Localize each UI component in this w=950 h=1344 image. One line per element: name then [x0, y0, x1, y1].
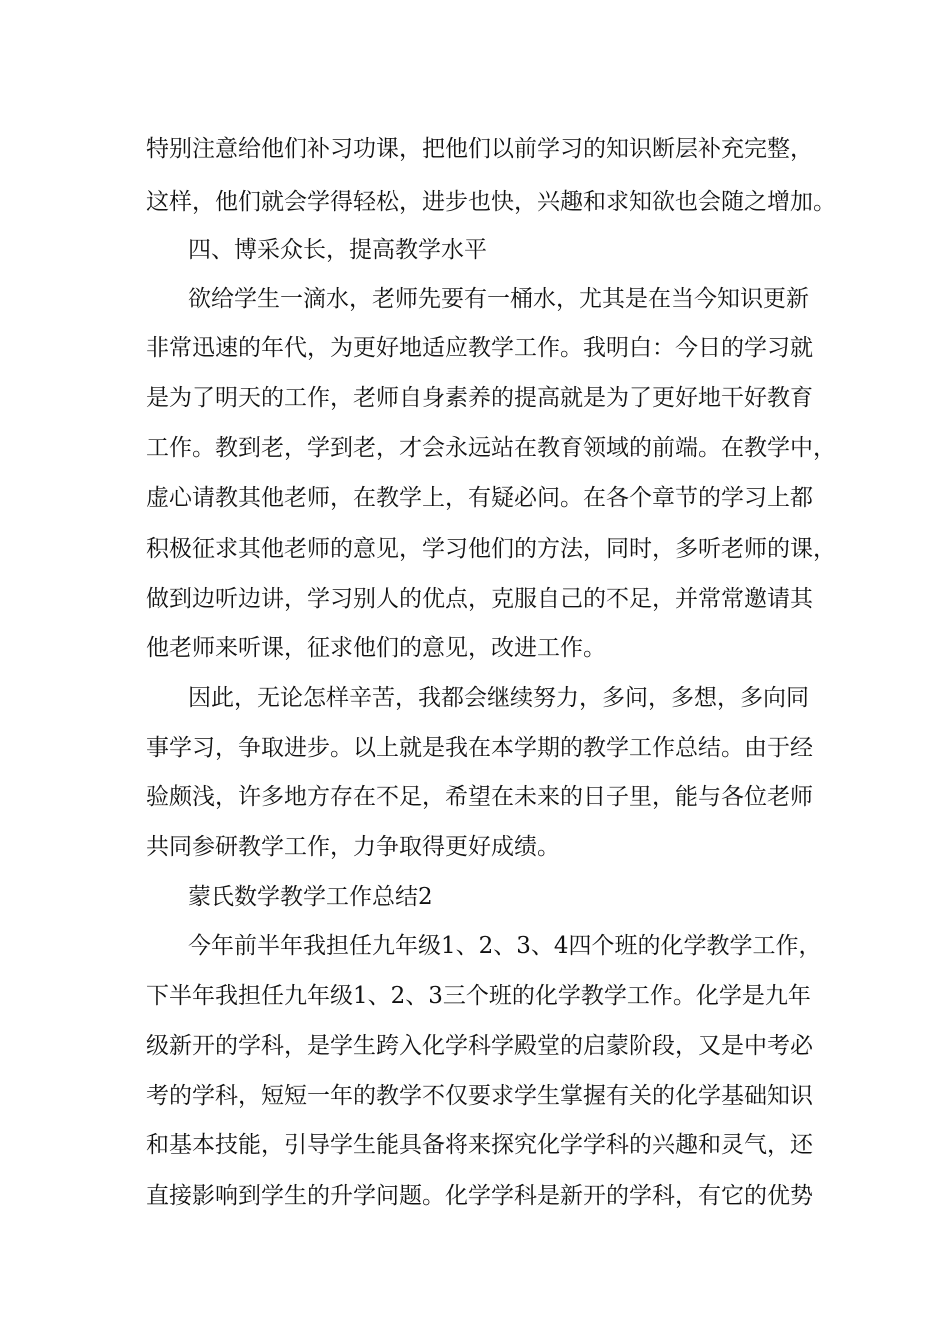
- paragraph-line: [0, 424, 950, 472]
- line-text: 和基本技能，引导学生能具备将来探究化学学科的兴趣和灵气，还: [146, 1132, 813, 1158]
- heading-text: 四、博采众长，提高教学水平: [188, 237, 487, 263]
- paragraph-line: [0, 474, 950, 522]
- paragraph-line: [0, 1072, 950, 1120]
- line-text: 这样，他们就会学得轻松，进步也快，兴趣和求知欲也会随之增加。: [146, 189, 836, 215]
- line-text: 共同参研教学工作，力争取得更好成绩。: [146, 834, 560, 860]
- line-text: 做到边听边讲，学习别人的优点，克服自己的不足，并常常邀请其: [146, 586, 813, 612]
- section-heading: [0, 873, 950, 921]
- line-text: 因此，无论怎样辛苦，我都会继续努力，多问，多想，多向同: [188, 685, 809, 711]
- paragraph-line: [0, 125, 950, 173]
- heading-text: 蒙氏数学教学工作总结2: [188, 884, 433, 910]
- paragraph-line: [0, 324, 950, 372]
- paragraph-line: [0, 1172, 950, 1220]
- line-text: 考的学科，短短一年的教学不仅要求学生掌握有关的化学基础知识: [146, 1083, 813, 1109]
- line-text: 是为了明天的工作，老师自身素养的提高就是为了更好地干好教育: [146, 385, 813, 411]
- line-text: 他老师来听课，征求他们的意见，改进工作。: [146, 635, 606, 661]
- line-text: 事学习，争取进步。以上就是我在本学期的教学工作总结。由于经: [146, 735, 813, 761]
- line-text: 今年前半年我担任九年级1、2、3、4四个班的化学教学工作，: [188, 933, 822, 959]
- line-text: 工作。教到老，学到老，才会永远站在教育领域的前端。在教学中，: [146, 435, 836, 461]
- paragraph-line: [0, 575, 950, 623]
- paragraph-line: [0, 972, 950, 1020]
- paragraph-line: [0, 624, 950, 672]
- line-text: 积极征求其他老师的意见，学习他们的方法，同时，多听老师的课，: [146, 536, 836, 562]
- paragraph-line: [0, 773, 950, 821]
- line-text: 级新开的学科，是学生跨入化学科学殿堂的启蒙阶段，又是中考必: [146, 1033, 813, 1059]
- line-text: 欲给学生一滴水，老师先要有一桶水，尤其是在当今知识更新: [188, 286, 809, 312]
- paragraph-line: [0, 674, 950, 722]
- line-text: 验颇浅，许多地方存在不足，希望在未来的日子里，能与各位老师: [146, 784, 813, 810]
- paragraph-line: [0, 525, 950, 573]
- paragraph-line: [0, 374, 950, 422]
- paragraph-line: [0, 922, 950, 970]
- paragraph-line: [0, 178, 950, 226]
- paragraph-line: [0, 1121, 950, 1169]
- paragraph-line: [0, 724, 950, 772]
- section-heading: [0, 226, 950, 274]
- line-text: 虚心请教其他老师，在教学上，有疑必问。在各个章节的学习上都: [146, 485, 813, 511]
- paragraph-line: [0, 275, 950, 323]
- line-text: 直接影响到学生的升学问题。化学学科是新开的学科，有它的优势: [146, 1183, 813, 1209]
- line-text: 非常迅速的年代，为更好地适应教学工作。我明白：今日的学习就: [146, 335, 813, 361]
- line-text: 下半年我担任九年级1、2、3三个班的化学教学工作。化学是九年: [146, 983, 811, 1009]
- paragraph-line: [0, 1022, 950, 1070]
- line-text: 特别注意给他们补习功课，把他们以前学习的知识断层补充完整，: [146, 136, 813, 162]
- paragraph-line: [0, 823, 950, 871]
